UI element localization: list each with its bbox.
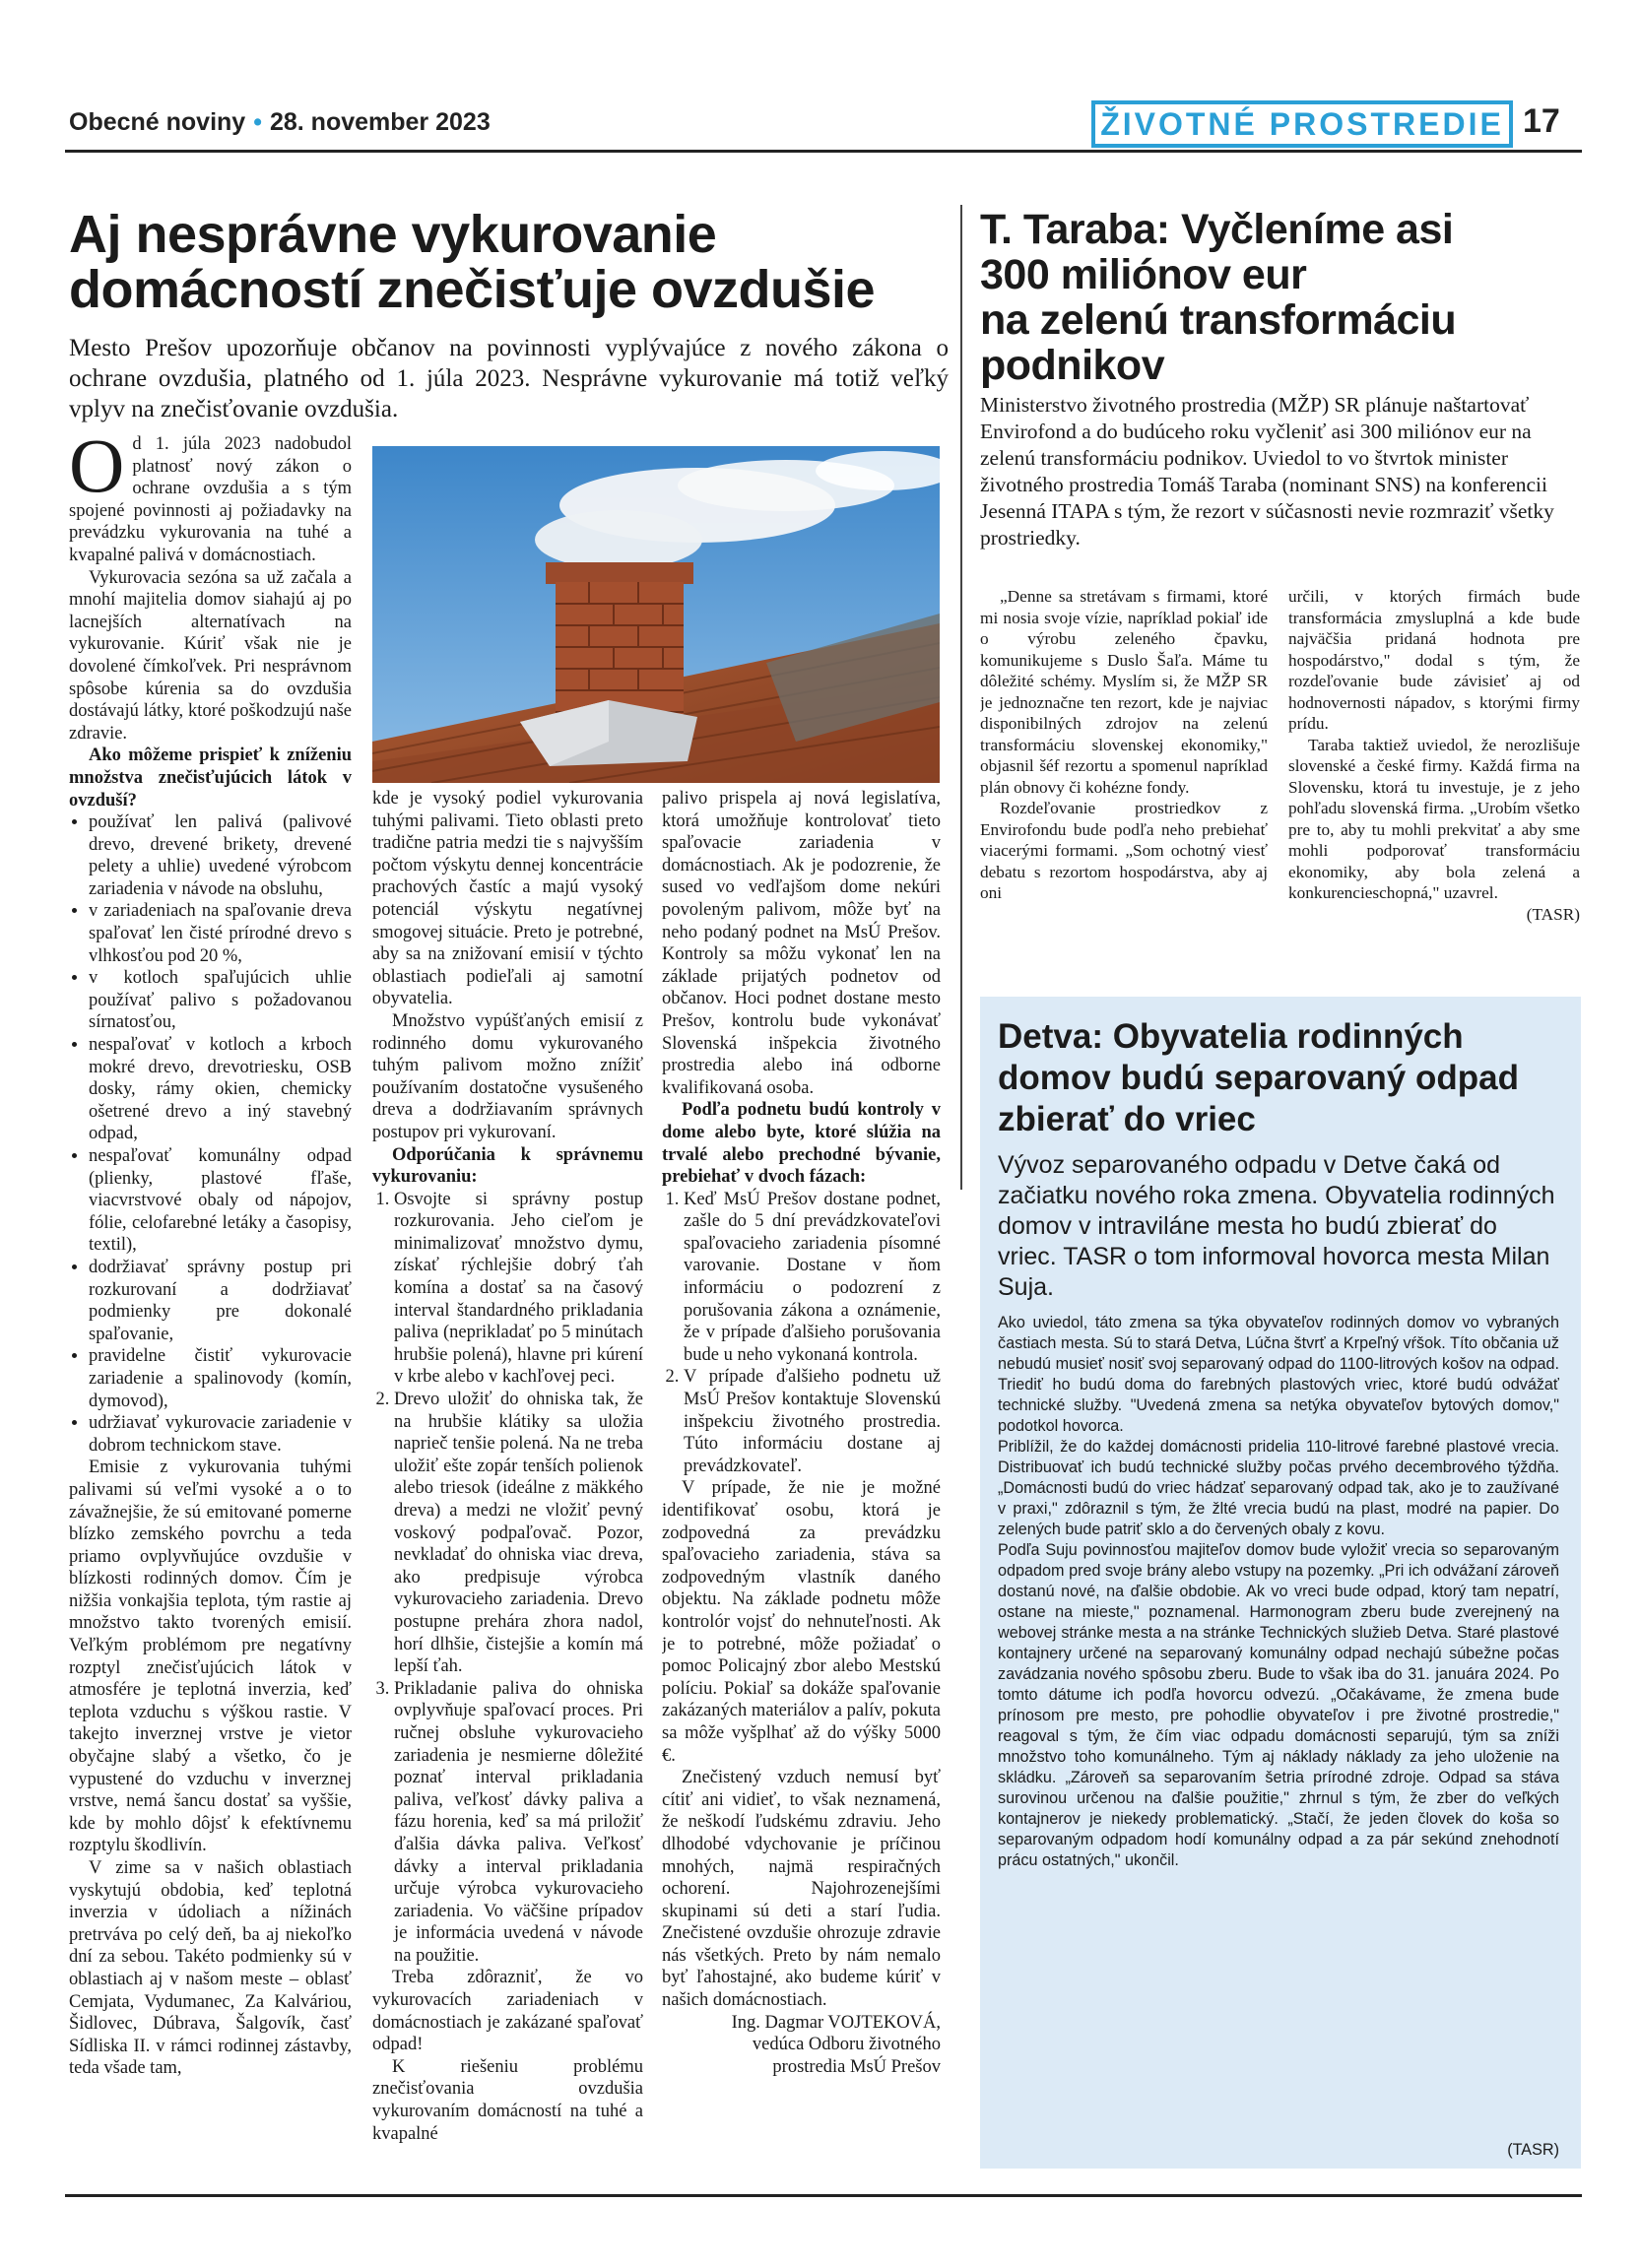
list-item: 2. V prípade ďalšieho podnetu už MsÚ Prešov kontaktuje Slovenskú inšpekciu životného prostredia. Túto informáciu dostane aj prevádzkovateľ.	[684, 1366, 941, 1477]
article1-column-3	[662, 788, 941, 2176]
paragraph: V prípade, že nie je možné identifikovať osobu, ktorá je zodpovedná za prevádzku spaľovacieho zariadenia, stáva sa zodpovedným vlastník daného objektu. Na základe podnetu môže kontrolór vojsť do nehnuteľnosti. Ak je to potrebné, môže požiadať o pomoc Policajný zbor alebo Mestskú políciu. Pokiaľ sa dokáže spaľovanie zakázaných materiálov a palív, pokuta sa môže vyšplhať až do výšky 5000 €.	[662, 1478, 941, 1766]
list-item: 1. Osvojte si správny postup rozkurovania. Jeho cieľom je minimalizovať množstvo dymu, získať rýchlejšie dobrý ťah komína a dostať sa na časový interval štandardného prikladania paliva (neprikladať po 5 minútach hrubšie polená), hlavne pri kúrení v krbe alebo v kachľovej peci.	[394, 1189, 643, 1389]
subheading: Ako môžeme prispieť k zníženiu množstva znečisťujúcich látok v ovzduší?	[69, 745, 352, 810]
paragraph: V zime sa v našich oblastiach vyskytujú obdobia, keď teplotná inverzia v údoliach a nížinách pretrváva po celý deň, ba aj niekoľko dní za sebou. Takéto podmienky sú v oblastiach aj v našom meste – oblasť Cemjata, Vydumanec, Za Kalváriou, Šidlovec, Dúbrava, Šalgovík, časť Sídliska II. v rámci rodinnej zástavby, teda všade tam,	[69, 1858, 352, 2079]
publication-date: 28. november 2023	[269, 108, 491, 136]
headline-line: domov budú separovaný odpad	[998, 1059, 1519, 1097]
list-item: • nespaľovať komunálny odpad (plienky, plastové fľaše, viacvrstvové obaly od nápojov, fólie, celofarebné letáky a časopisy, textil),	[89, 1145, 352, 1257]
paragraph: „Denne sa stretávam s firmami, ktoré mi nosia svoje vízie, napríklad pokiaľ ide o výrobu zeleného čpavku, komunikujeme s Duslo Šaľa. Máme tu dôležité schémy. Myslím si, že MŽP SR je jednoznačne ten rezort, kde je najviac disponibilných zdrojov na zelenú transformáciu slovenskej ekonomiky," objasnil šéf rezortu a spomenul napríklad plán obnovy či kohézne fondy.	[980, 587, 1268, 797]
subheading: Podľa podnetu budú kontroly v dome alebo byte, ktoré slúžia na trvalé alebo prechodné bývanie, prebiehať v dvoch fázach:	[662, 1100, 941, 1188]
headline-line: zbierať do vriec	[998, 1100, 1256, 1138]
article3-source: (TASR)	[1507, 2141, 1559, 2159]
headline-line: domácností znečisťuje ovzdušie	[69, 260, 876, 319]
author-name: Ing. Dagmar VOJTEKOVÁ,	[731, 2012, 941, 2033]
paragraph: Znečistený vzduch nemusí byť cítiť ani vidieť, to však neznamená, že neškodí ľudskému zdraviu. Jeho dlhodobé vdychovanie je príčinou mnohých, najmä respiračných ochorení. Najohrozenejšími skupinami sú deti a starí ľudia. Znečistené ovzdušie ohrozuje zdravie nás všetkých. Preto by nám nemalo byť ľahostajné, ako budeme kúriť v našich domácnostiach.	[662, 1768, 941, 2011]
paragraph: Taraba taktiež uviedol, že nerozlišuje slovenské a české firmy. Každá firma na Slovensku, ktorá tu investuje, je z jeho pohľadu slovenská firma. „Urobím všetko pre to, aby tu mohli prekvitať a aby sme mohli podporovať transformáciu ekonomiky, aby bola zelená a konkurencieschopná," uzavrel.	[1288, 735, 1580, 902]
paragraph: Ako uviedol, táto zmena sa týka obyvateľov rodinných domov vo vybraných častiach mesta. Sú to stará Detva, Lúčna štvrť a Krpeľný vŕšok. Títo občania už nebudú musieť nosiť svoj separovaný odpad do 1100-litrových košov na odpad. Triediť ho budú doma do farebných plastových vriec, ktoré budú odvážať technické služby. "Uvedená zmena sa netýka obyvateľov bytových domov," podotkol hovorca.	[998, 1314, 1559, 1435]
section-label: ŽIVOTNÉ PROSTREDIE	[1091, 100, 1513, 148]
author-role: prostredia MsÚ Prešov	[772, 2056, 941, 2077]
footer-rule	[65, 2194, 1582, 2197]
article3-body	[998, 1313, 1559, 2140]
source-credit: (TASR)	[1526, 904, 1580, 924]
recommendation-numbered-list	[372, 1189, 643, 1968]
subheading: Odporúčania k správnemu vykurovaniu:	[372, 1144, 643, 1188]
author-signature	[662, 2012, 941, 2079]
headline-line: podnikov	[980, 342, 1165, 389]
publication-name: Obecné noviny	[69, 108, 246, 136]
paragraph: určili, v ktorých firmách bude transformácia zmysluplná a kde bude najväčšia pridaná hodnota pre hospodárstvo," dodal s tým, že rozdeľovanie bude závisieť aj od hodnovernosti nápadov, s ktorými firmy prídu.	[1288, 587, 1580, 733]
headline-line: na zelenú transformáciu	[980, 296, 1457, 344]
page-number: 17	[1523, 102, 1560, 140]
list-item: 2. Drevo uložiť do ohniska tak, že na hrubšie klátiky sa uložia naprieč tenšie polená. Na ne treba uložiť ešte zopár tenších polienok alebo triesok (ideálne z mäkkého dreva) a medzi ne vložiť pevný voskový podpaľovač. Pozor, nevkladať do ohniska viac dreva, ako predpisuje výrobca vykurovacieho zariadenia. Drevo postupne prehára zhora nadol, horí dlhšie, čistejšie a komín má lepší ťah.	[394, 1389, 643, 1678]
paragraph: kde je vysoký podiel vykurovania tuhými palivami. Tieto oblasti preto tradične patria medzi tie s najvyšším počtom výskytu dennej koncentrácie prachových častíc a majú vysoký potenciál výskytu negatívnej smogovej situácie. Preto je potrebné, aby sa na znižovaní emisií v týchto oblastiach podieľali aj samotní obyvatelia.	[372, 789, 643, 1009]
inspection-phases-list	[662, 1189, 941, 1478]
article2-lead: Ministerstvo životného prostredia (MŽP) SR plánuje naštartovať Envirofond a do budúceho roku vyčleniť asi 300 miliónov eur na zelenú transformáciu podnikov. Uviedol to vo štvrtok minister životného prostredia Tomáš Taraba (nominant SNS) na konferencii Jesenná ITAPA s tým, že rezort v súčasnosti nevie rozmraziť všetky prostriedky.	[980, 393, 1554, 550]
paragraph: d 1. júla 2023 nadobudol platnosť nový zákon o ochrane ovzdušia a s tým spojené povinnosti aj požiadavky na prevádzku vykurovania na tuhé a kvapalné palivá v domácnostiach.	[69, 434, 352, 565]
headline-line: T. Taraba: Vyčleníme asi	[980, 206, 1454, 253]
list-item: 1. Keď MsÚ Prešov dostane podnet, zašle do 5 dní prevádzkovateľovi spaľovacieho zariadenia písomné varovanie. Dostane v ňom informáciu o podozrení z porušovania zákona a oznámenie, že v prípade ďalšieho porušovania bude u neho vykonaná kontrola.	[684, 1189, 941, 1367]
list-item: 3. Prikladanie paliva do ohniska ovplyvňuje spaľovací proces. Pri ručnej obsluhe vykurovacieho zariadenia je nesmierne dôležité poznať interval prikladania paliva, veľkosť dávky paliva a fázu horenia, keď sa má priložiť ďalšia dávka paliva. Veľkosť dávky a interval prikladania určuje výrobca vykurovacieho zariadenia. Vo väčšine prípadov je informácia uvedená v návode na použitie.	[394, 1678, 643, 1968]
article1-lead: Mesto Prešov upozorňuje občanov na povinnosti vyplývajúce z nového zákona o ochrane ovzdušia, platného od 1. júla 2023. Nesprávne vykurovanie má totiž veľký vplyv na znečisťovanie ovzdušia.	[69, 335, 949, 422]
headline-line: Detva: Obyvatelia rodinných	[998, 1017, 1464, 1056]
drop-cap: O	[69, 433, 125, 508]
recommendation-list	[69, 811, 352, 1457]
headline-line: Aj nesprávne vykurovanie	[69, 205, 717, 264]
header-rule	[65, 150, 1582, 153]
list-item: • nespaľovať v kotloch a krboch mokré drevo, drevotriesku, OSB dosky, rámy okien, chemicky ošetrené drevo a iný stavebný odpad,	[89, 1034, 352, 1145]
paragraph: Rozdeľovanie prostriedkov z Envirofondu bude podľa neho prebiehať viacerými formami. „Som ochotný viesť debatu s rezortom hospodárstva, aby aj oni	[980, 799, 1268, 902]
article1-headline	[69, 207, 955, 317]
list-item: • pravidelne čistiť vykurovacie zariadenie a spalinovody (komín, dymovod),	[89, 1345, 352, 1412]
headline-line: 300 miliónov eur	[980, 251, 1307, 298]
paragraph: Treba zdôrazniť, že vo vykurovacích zariadeniach v domácnostiach je zakázané spaľovať odpad!	[372, 1968, 643, 2055]
list-item: • udržiavať vykurovacie zariadenie v dobrom technickom stave.	[89, 1412, 352, 1457]
author-role: vedúca Odboru životného	[752, 2035, 941, 2055]
paragraph: Množstvo vypúšťaných emisií z rodinného domu vykurovaného tuhým palivom možno znížiť používaním dostatočne vysušeného dreva a dodržiavaním správnych postupov pri vykurovaní.	[372, 1010, 643, 1142]
paragraph: Priblížil, že do každej domácnosti pridelia 110-litrové farebné plastové vrecia. Distribuovať ich budú technické služby počas prvého decembrového týždňa.„Domácnosti budú do vriec hádzať separovaný odpad tak, ako je to zaužívané v praxi," zdôraznil s tým, že žlté vrecia budú na plast, modré na papier. Do zelených bude patriť sklo a do červených obaly z kovu.	[998, 1438, 1559, 1538]
article1-column-1	[69, 433, 352, 2176]
paragraph: K riešeniu problému znečisťovania ovzdušia vykurovaním domácností na tuhé a kvapalné	[372, 2056, 643, 2144]
paragraph: Podľa Suju povinnosťou majiteľov domov bude vyložiť vrecia so separovaným odpadom pred svoje brány alebo vstupy na pozemky. „Pri ich odvážaní zároveň dostanú nové, na ďalšie obdobie. Ak vo vreci bude odpad, ktorý tam nepatrí, ostane na mieste," poznamenal. Harmonogram zberu bude zverejnený na webovej stránke mesta a na stránke Technických služieb Detva. Staré plastové kontajnery určené na separovaný komunálny odpad nechajú súbežne počas zavádzania nového spôsobu zberu. Bude to však iba do 31. januára 2024. Po tomto dátume ich podľa hovorcu odvezú. „Očakávame, že zmena bude prínosom pre mesto, pre pohodlie obyvateľov i pre životné prostredie," reagoval s tým, že čím viac odpadu domácnosti separujú, tým sa zníži množstvo toho komunálneho. Tým aj náklady náklady za jeho uloženie na skládku. „Zároveň sa separovaním šetria prírodné zdroje. Odpad sa stáva surovinou určenou na ďalšie použitie," zhrnul s tým, že zber do veľkých kontajnerov je niekedy problematický. „Stačí, že jeden človek do koša so separovaným odpadom hodí komunálny odpad a za pár sekúnd znehodnotí prácu ostatných," ukončil.	[998, 1541, 1559, 1869]
article2-headline	[980, 207, 1581, 388]
list-item: • dodržiavať správny postup pri rozkurovaní a dodržiavať podmienky pre dokonalé spaľovanie,	[89, 1257, 352, 1345]
chimney-illustration	[372, 446, 940, 783]
list-item: • používať len palivá (palivové drevo, drevené brikety, drevené pelety a uhlie) uvedené výrobcom zariadenia v návode na obsluhu,	[89, 811, 352, 900]
article2-column-2	[1288, 586, 1580, 980]
separator-dot: •	[253, 108, 262, 136]
paragraph: Emisie z vykurovania tuhými palivami sú veľmi vysoké a o to závažnejšie, že sú emitované pomerne blízko zemského povrchu a teda priamo ovplyvňujúce ovzdušie v blízkosti rodinných domov. Čím je nižšia vonkajšia teplota, tým rastie aj množstvo takto tvorených emisií. Veľkým problémom pre negatívny rozptyl znečisťujúcich látok v atmosfére je teplotná inverzia, keď teplota vzduchu s výškou rastie. V takejto inverznej vrstve je vietor obyčajne slabý a všetko, čo je vypustené do vzduchu v inverznej vrstve, nemá šancu dostať sa vyššie, kde by mohlo dôjsť k efektívnemu rozptylu škodlivín.	[69, 1458, 352, 1856]
article1-column-2	[372, 788, 643, 2176]
article3-headline	[998, 1016, 1574, 1140]
article3-lead: Vývoz separovaného odpadu v Detve čaká od začiatku nového roka zmena. Obyvatelia rodinných domov v intraviláne mesta ho budú zbierať do vriec. TASR o tom informoval hovorca mesta Milan Suja.	[998, 1151, 1555, 1301]
list-item: • v kotloch spaľujúcich uhlie používať palivo s požadovanou sírnatosťou,	[89, 967, 352, 1034]
list-item: • v zariadeniach na spaľovanie dreva spaľovať len čisté prírodné drevo s vlhkosťou pod 20 %,	[89, 900, 352, 967]
chimney-photo	[372, 446, 940, 783]
publication-header	[69, 108, 491, 137]
paragraph: Vykurovacia sezóna sa už začala a mnohí majitelia domov siahajú aj po lacnejších alternatívach na vykurovanie. Kúriť však nie je dovolené čímkoľvek. Pri nesprávnom spôsobe kúrenia sa do ovzdušia dostávajú látky, ktoré poškodzujú naše zdravie.	[69, 567, 352, 744]
paragraph: palivo prispela aj nová legislatíva, ktorá umožňuje kontrolovať tieto spaľovacie zariadenia v domácnostiach. Ak je podozrenie, že sused vo vedľajšom dome nekúri povoleným palivom, môže byť na neho podaný podnet na MsÚ Prešov. Kontroly sa môžu vykonať len na základe prijatých podnetov od občanov. Hoci podnet dostane mesto Prešov, kontrolu bude vykonávať Slovenská inšpekcia životného prostredia alebo iná odborne kvalifikovaná osoba.	[662, 789, 941, 1098]
column-divider	[960, 205, 962, 1190]
article2-column-1	[980, 586, 1268, 980]
